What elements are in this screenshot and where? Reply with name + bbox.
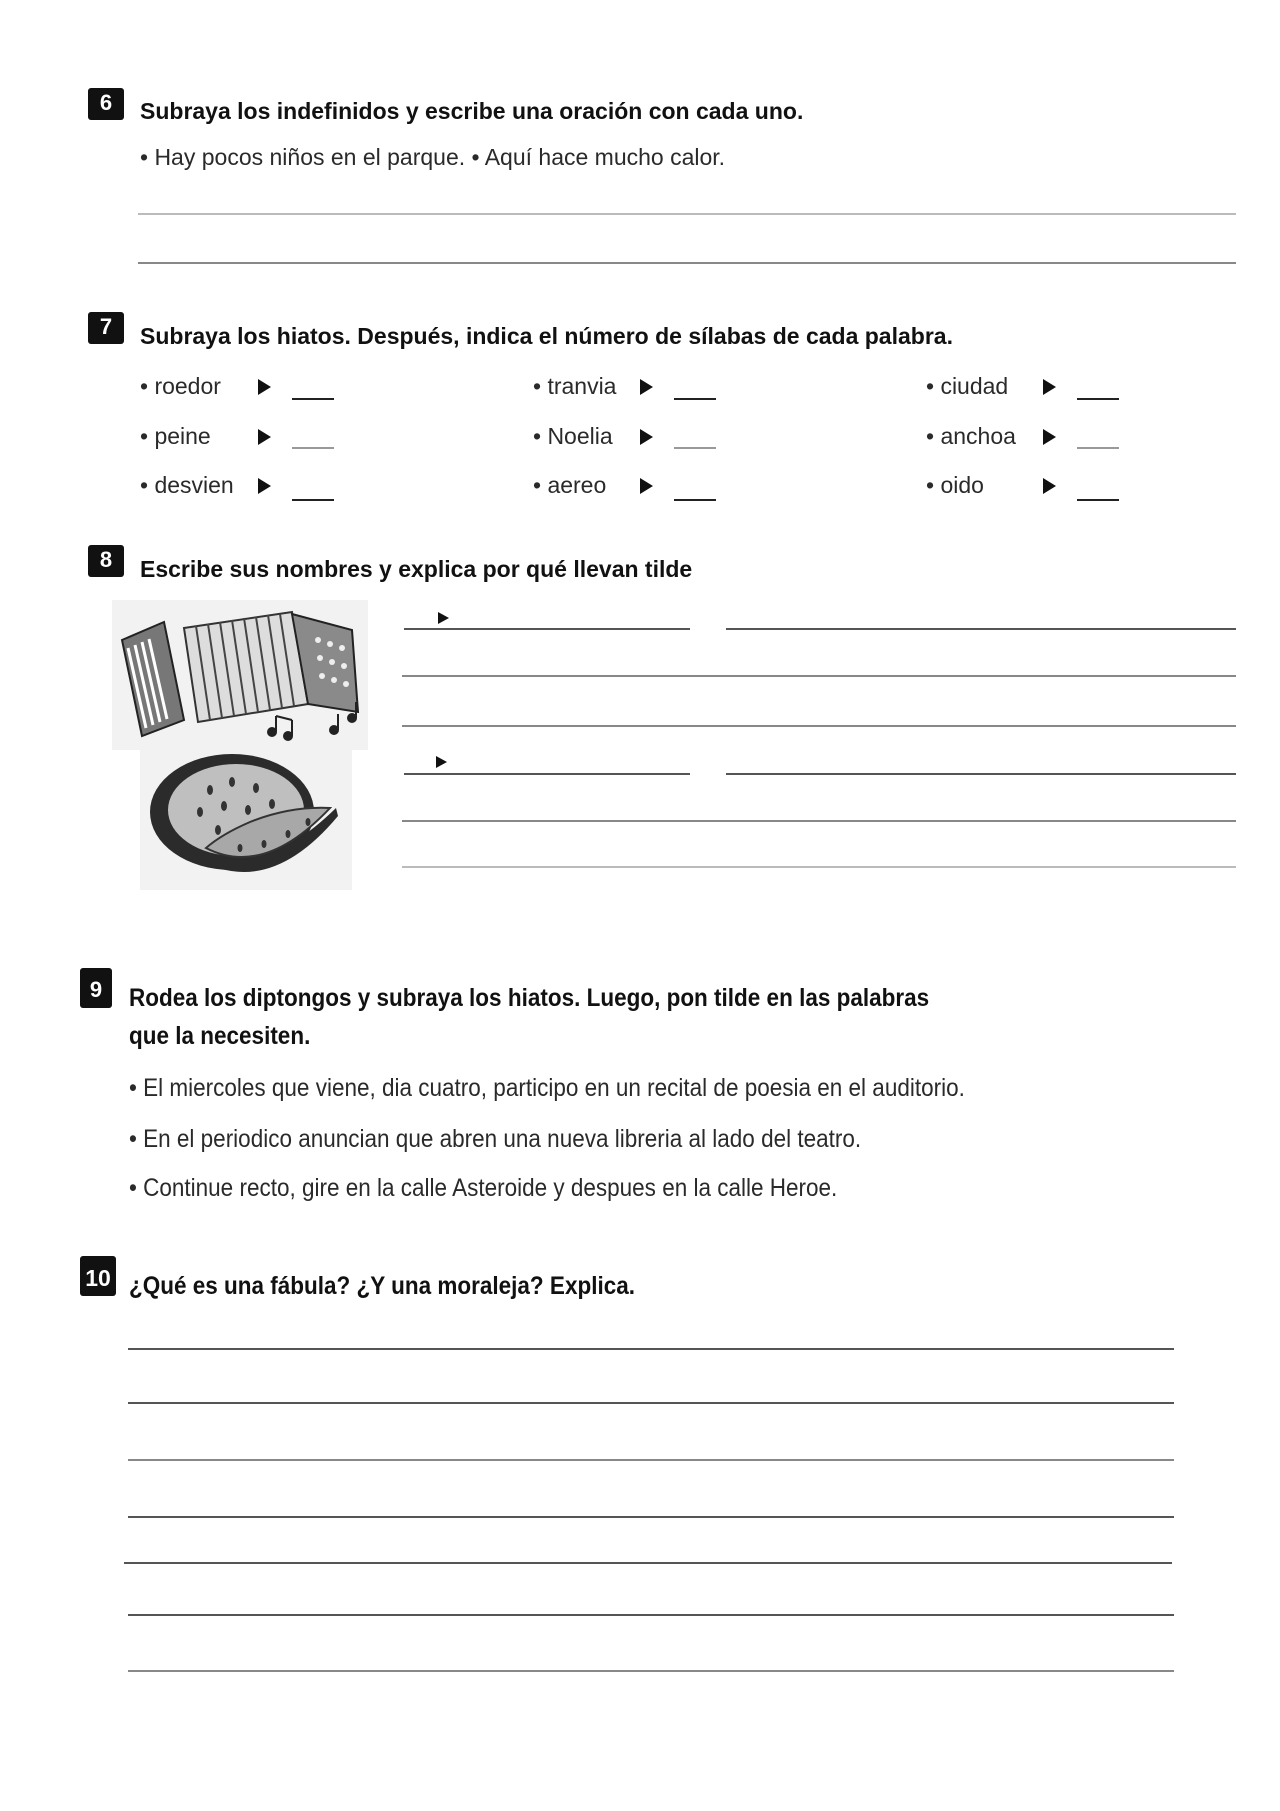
answer-line[interactable] bbox=[128, 1402, 1174, 1404]
syllable-word: • oido bbox=[926, 472, 984, 498]
arrow-icon bbox=[640, 478, 653, 494]
arrow-icon bbox=[258, 429, 271, 445]
answer-blank[interactable] bbox=[1077, 447, 1119, 449]
answer-line[interactable] bbox=[138, 262, 1236, 264]
explanation-answer-line[interactable] bbox=[726, 773, 1236, 775]
syllable-word: • aereo bbox=[533, 472, 607, 498]
exercise-9-sentence: • El miercoles que viene, dia cuatro, participo en un recital de poesia en el auditorio. bbox=[129, 1074, 965, 1102]
answer-blank[interactable] bbox=[1077, 398, 1119, 400]
answer-line[interactable] bbox=[402, 866, 1236, 868]
accordion-image bbox=[112, 600, 368, 750]
answer-line[interactable] bbox=[128, 1459, 1174, 1461]
answer-blank[interactable] bbox=[674, 447, 716, 449]
exercise-6-title: Subraya los indefinidos y escribe una oración con cada uno. bbox=[140, 98, 804, 124]
answer-line[interactable] bbox=[124, 1562, 1172, 1564]
exercise-6-sentences: • Hay pocos niños en el parque. • Aquí hace mucho calor. bbox=[140, 144, 726, 170]
answer-blank[interactable] bbox=[1077, 499, 1119, 501]
answer-line[interactable] bbox=[402, 820, 1236, 822]
syllable-word: • roedor bbox=[140, 373, 221, 399]
arrow-icon bbox=[1043, 429, 1056, 445]
syllable-word: • peine bbox=[140, 423, 211, 449]
explanation-answer-line[interactable] bbox=[726, 628, 1236, 630]
exercise-10-number: 10 bbox=[80, 1256, 116, 1296]
answer-line[interactable] bbox=[128, 1614, 1174, 1616]
answer-line[interactable] bbox=[402, 725, 1236, 727]
answer-line[interactable] bbox=[402, 675, 1236, 677]
syllable-word: • anchoa bbox=[926, 423, 1016, 449]
syllable-word: • ciudad bbox=[926, 373, 1009, 399]
answer-blank[interactable] bbox=[674, 398, 716, 400]
syllable-word: • Noelia bbox=[533, 423, 613, 449]
watermelon-image bbox=[140, 750, 352, 890]
arrow-icon bbox=[640, 379, 653, 395]
arrow-icon bbox=[438, 612, 449, 624]
arrow-icon bbox=[258, 478, 271, 494]
answer-line[interactable] bbox=[128, 1348, 1174, 1350]
name-answer-line[interactable] bbox=[404, 773, 690, 775]
exercise-9-number: 9 bbox=[80, 968, 112, 1008]
answer-blank[interactable] bbox=[292, 447, 334, 449]
answer-blank[interactable] bbox=[292, 499, 334, 501]
exercise-9-title-line2: que la necesiten. bbox=[129, 1022, 311, 1050]
syllable-word: • desvien bbox=[140, 472, 234, 498]
exercise-7-number: 7 bbox=[88, 312, 124, 344]
answer-blank[interactable] bbox=[674, 499, 716, 501]
exercise-9-sentence: • Continue recto, gire en la calle Asteroide y despues en la calle Heroe. bbox=[129, 1174, 838, 1202]
arrow-icon bbox=[436, 756, 447, 768]
name-answer-line[interactable] bbox=[404, 628, 690, 630]
exercise-9-sentence: • En el periodico anuncian que abren una nueva libreria al lado del teatro. bbox=[129, 1125, 862, 1153]
answer-line[interactable] bbox=[138, 213, 1236, 215]
arrow-icon bbox=[640, 429, 653, 445]
syllable-word: • tranvia bbox=[533, 373, 617, 399]
arrow-icon bbox=[1043, 379, 1056, 395]
exercise-9-title-line1: Rodea los diptongos y subraya los hiatos. Luego, pon tilde en las palabras bbox=[129, 984, 930, 1012]
answer-line[interactable] bbox=[128, 1670, 1174, 1672]
exercise-8-title: Escribe sus nombres y explica por qué llevan tilde bbox=[140, 556, 693, 582]
exercise-6-number: 6 bbox=[88, 88, 124, 120]
exercise-10-title: ¿Qué es una fábula? ¿Y una moraleja? Explica. bbox=[129, 1272, 635, 1300]
arrow-icon bbox=[258, 379, 271, 395]
exercise-8-number: 8 bbox=[88, 545, 124, 577]
exercise-7-title: Subraya los hiatos. Después, indica el número de sílabas de cada palabra. bbox=[140, 323, 953, 349]
answer-line[interactable] bbox=[128, 1516, 1174, 1518]
answer-blank[interactable] bbox=[292, 398, 334, 400]
arrow-icon bbox=[1043, 478, 1056, 494]
